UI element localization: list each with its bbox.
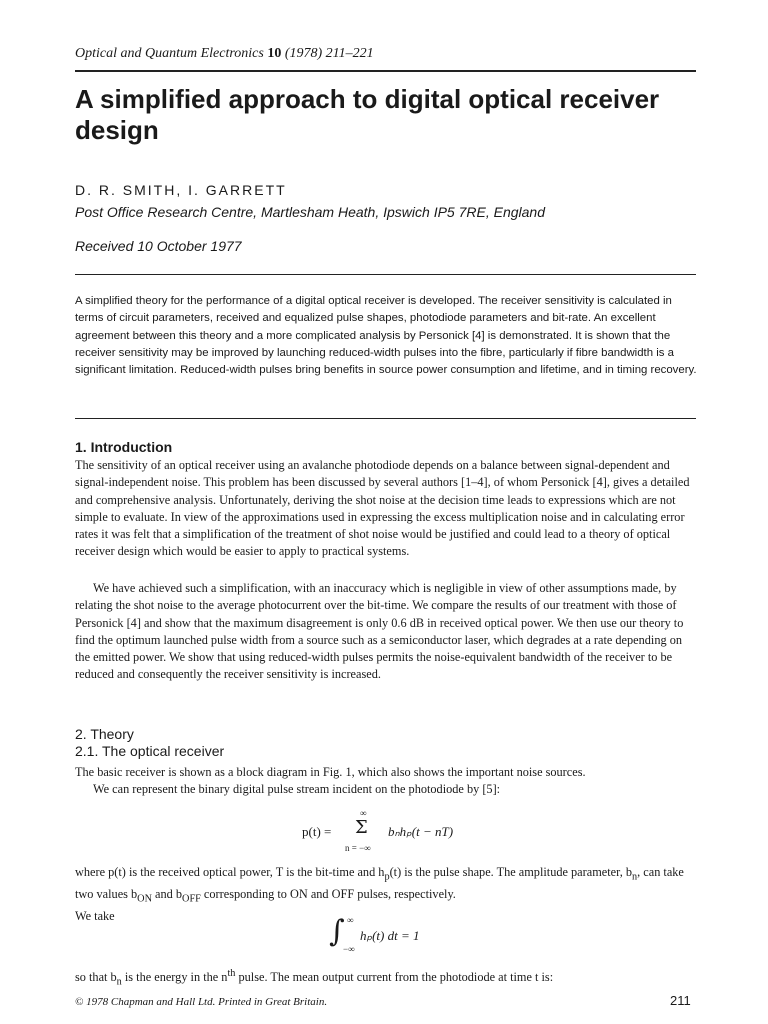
theory-paragraph-1: The basic receiver is shown as a block diagram in Fig. 1, which also shows the important noise sources. xyxy=(75,765,586,779)
abstract-text: A simplified theory for the performance of a digital optical receiver is developed. The receiver sensitivity is calculated in terms of circuit parameters, received and equalized pulse shapes, photodiode parameters and bit-rate. An excellent agreement between this theory and a more complicated analysis by Personick [4] is demonstrated. It is shown that the receiver sensitivity may be improved by launching reduced-width pulses into the fibre, particularly if fibre bandwidth is a significant limitation. Reduced-width pulses bring benefits in source power consumption and lifetime, and in timing recovery. xyxy=(75,295,697,377)
journal-year-pages: (1978) 211–221 xyxy=(284,46,374,61)
text-fragment: is the energy in the n xyxy=(121,970,228,985)
theory-paragraph-2: We can represent the binary digital pulse stream incident on the photodiode by [5]: xyxy=(93,782,501,796)
subsection-heading-receiver: 2.1. The optical receiver xyxy=(75,743,225,759)
text-fragment: corresponding to ON and OFF pulses, respectively. xyxy=(200,886,456,901)
summation-symbol: Σ xyxy=(355,817,368,838)
intro-paragraph-2: We have achieved such a simplification, with an inaccuracy which is negligible in view of other assumptions made, by relating the shot noise to the average photocurrent over the bit-time. We compare the results of our treatment with those of Personick [4] and show that the maximum disagreement is only 0.6 dB in received optical power. We then use our theory to find the optimum launched pulse width from a source such as a semiconductor laser, which degrades at a rate depending on the emitted power. We show that using reduced-width pulses permits the noise-equivalent bandwidth of the receiver to be reduced and consequently the receiver sensitivity is increased. xyxy=(75,581,684,682)
integral-symbol: ∫ xyxy=(329,914,345,949)
eq2-lower-limit: −∞ xyxy=(343,944,355,954)
abstract-top-rule xyxy=(75,274,696,275)
we-take-text: We take xyxy=(75,908,115,923)
energy-paragraph xyxy=(75,965,699,991)
eq1-sum-upper: ∞ xyxy=(360,808,367,818)
abstract-bottom-rule xyxy=(75,418,696,419)
journal-name: Optical and Quantum Electronics xyxy=(75,46,264,61)
subscript-on: ON xyxy=(137,893,152,905)
eq1-lhs: p(t) = xyxy=(302,824,332,839)
text-fragment: pulse. The mean output current from the photodiode at time t is: xyxy=(235,970,554,985)
text-fragment: (t) is the pulse shape. The amplitude parameter, b xyxy=(389,865,632,879)
author-affiliation: Post Office Research Centre, Martlesham Heath, Ipswich IP5 7RE, England xyxy=(75,204,545,220)
text-fragment: where p(t) is the received optical power, T is the bit-time and h xyxy=(75,865,385,879)
text-fragment: so that b xyxy=(75,970,117,985)
eq1-sum-lower: n = −∞ xyxy=(345,843,371,853)
section-heading-introduction: 1. Introduction xyxy=(75,439,173,455)
subscript-n: n xyxy=(116,976,122,988)
header-rule xyxy=(75,70,696,72)
journal-citation xyxy=(75,46,374,62)
article-authors: D. R. SMITH, I. GARRETT xyxy=(75,182,287,198)
eq1-rhs: bₙhₚ(t − nT) xyxy=(388,824,454,839)
intro-paragraph-1: The sensitivity of an optical receiver using an avalanche photodiode depends on a balance between signal-dependent and signal-independent noise. This problem has been discussed by several authors [1–4], of whom Personick [4], gives a detailed and comprehensive analysis. Unfortunately, deriving the shot noise at the decision time leads to expressions which are not simple to evaluate. In view of the approximations used in expressing the excess multiplication noise and in calculating error rates it was felt that a simplification of the treatment of shot noise would be justified and could lead to a theory of optical receiver design which would be easier to apply to practical systems. xyxy=(75,458,690,559)
journal-volume: 10 xyxy=(267,46,282,61)
text-fragment: and b xyxy=(151,886,183,901)
article-title: A simplified approach to digital optical receiver design xyxy=(75,84,660,145)
subscript-n: n xyxy=(632,871,638,883)
superscript-th: th xyxy=(227,968,236,979)
section-heading-theory: 2. Theory xyxy=(75,726,134,742)
pulse-shape-paragraph xyxy=(75,864,699,925)
copyright-notice: © 1978 Chapman and Hall Ltd. Printed in Great Britain. xyxy=(75,996,328,1008)
subscript-p: p xyxy=(384,871,390,883)
received-date: Received 10 October 1977 xyxy=(75,238,242,254)
eq2-upper-limit: ∞ xyxy=(347,915,354,925)
eq2-body: hₚ(t) dt = 1 xyxy=(360,928,420,943)
page-number: 211 xyxy=(670,993,691,1008)
subscript-off: OFF xyxy=(182,893,201,905)
text-fragment: , can take two values b xyxy=(75,865,684,901)
